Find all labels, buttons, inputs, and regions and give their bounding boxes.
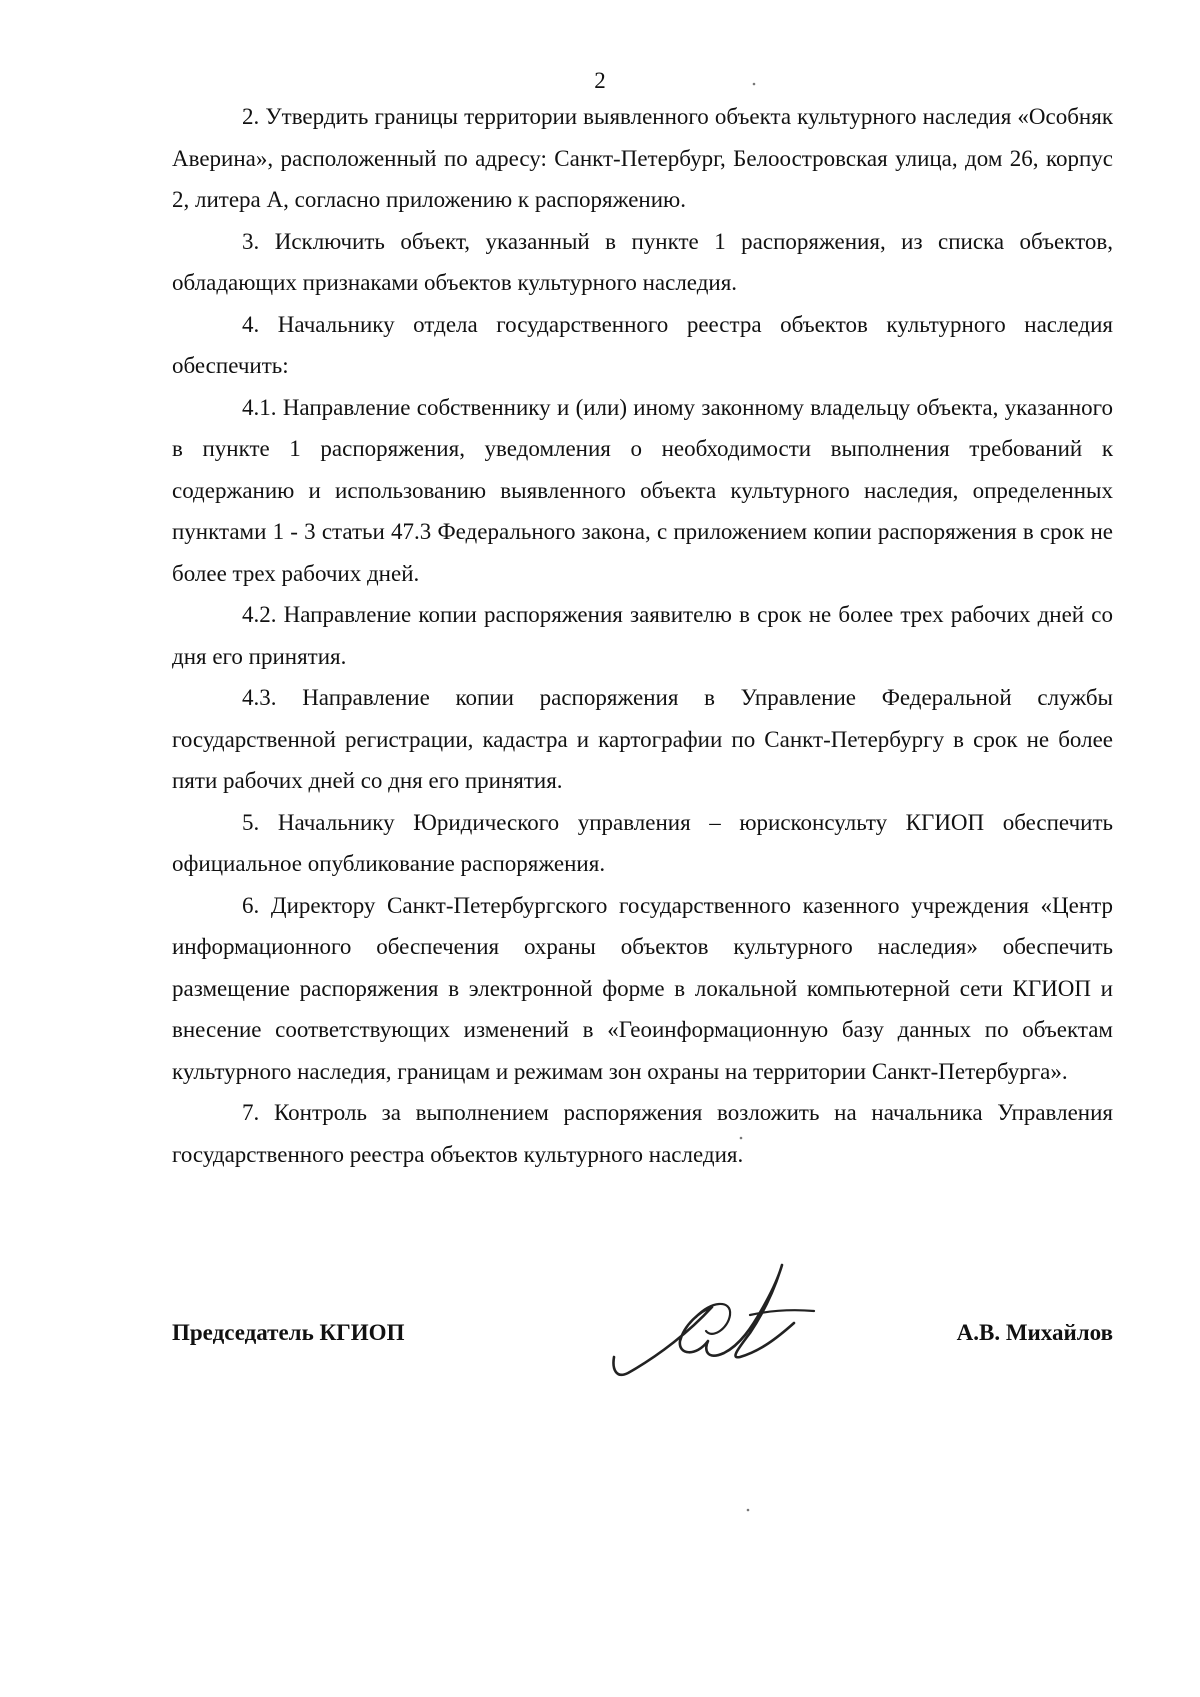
page-number: 2 [594, 68, 606, 93]
paragraph-6: 6. Директору Санкт-Петербургского государственного казенного учреждения «Центр информационного обеспечения охраны объектов культурного наследия» обеспечить размещение распоряжения в электронной форме в локальной компьютерной сети КГИОП и внесение соответствующих изменений в «Геоинформационную базу данных по объектам культурного наследия, границам и режимам зон охраны на территории Санкт-Петербурга». [172, 892, 1113, 1084]
paragraph-7: 7. Контроль за выполнением распоряжения возложить на начальника Управления государственного реестра объектов культурного наследия. [172, 1100, 1113, 1167]
paragraph-3: 3. Исключить объект, указанный в пункте 1 распоряжения, из списка объектов, обладающих признаками объектов культурного наследия. [172, 228, 1113, 295]
paragraph-4: 4. Начальнику отдела государственного реестра объектов культурного наследия обеспечить: [172, 311, 1113, 378]
paragraph-4-3: 4.3. Направление копии распоряжения в Управление Федеральной службы государственной регистрации, кадастра и картографии по Санкт-Петербургу в срок не более пяти рабочих дней со дня его принятия. [172, 685, 1113, 793]
signatory-name: А.В. Михайлов [956, 1320, 1113, 1345]
paragraph-4-1: 4.1. Направление собственнику и (или) иному законному владельцу объекта, указанного в пункте 1 распоряжения, уведомления о необходимости выполнения требований к содержанию и использованию выявленного объекта культурного наследия, определенных пунктами 1 - 3 статьи 47.3 Федерального закона, с приложением копии распоряжения в срок не более трех рабочих дней. [172, 394, 1113, 586]
paragraph-5: 5. Начальнику Юридического управления – юрисконсульту КГИОП обеспечить официальное опубликование распоряжения. [172, 809, 1113, 876]
paragraph-4-2: 4.2. Направление копии распоряжения заявителю в срок не более трех рабочих дней со дня его принятия. [172, 602, 1113, 669]
handwritten-signature [600, 1245, 830, 1385]
paragraph-2: 2. Утвердить границы территории выявленного объекта культурного наследия «Особняк Аверина», расположенный по адресу: Санкт-Петербург, Белоостровская улица, дом 26, корпус 2, литера А, согласно приложению к распоряжению. [172, 104, 1113, 212]
signatory-role: Председатель КГИОП [172, 1320, 405, 1345]
document-body [172, 96, 1113, 1175]
